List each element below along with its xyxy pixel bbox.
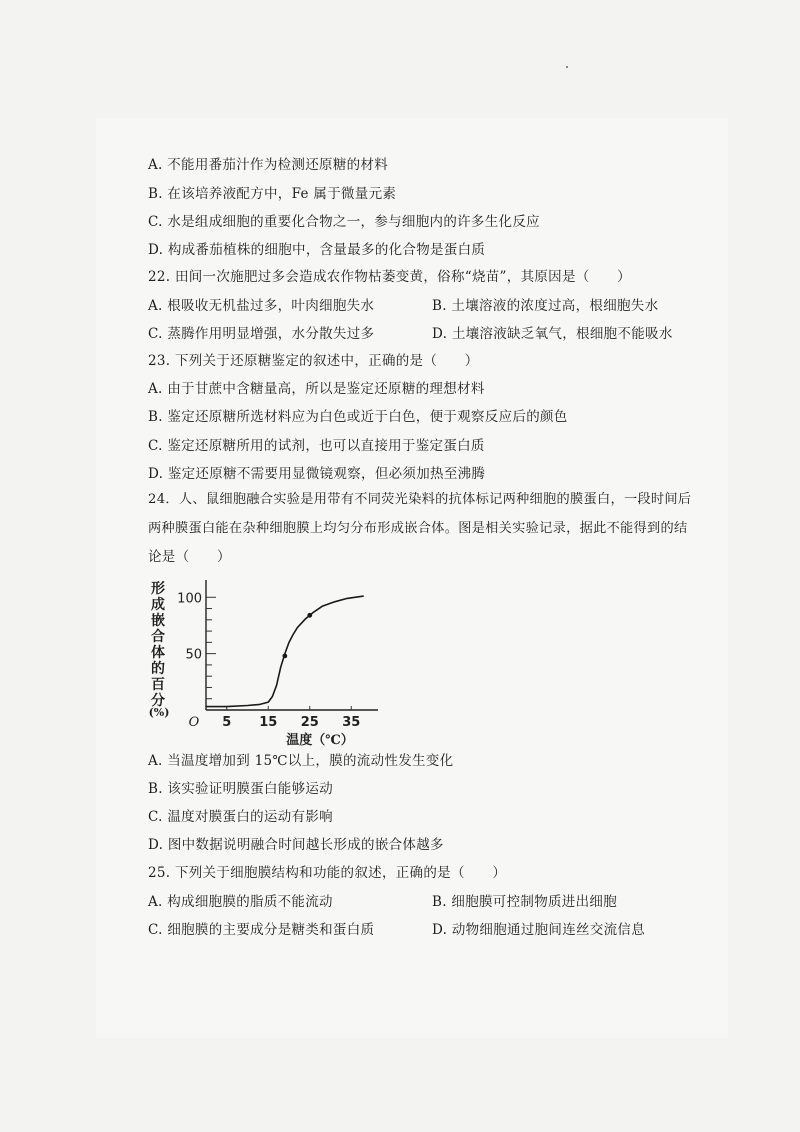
q21-option-a: A. 不能用番茄汁作为检测还原糖的材料: [148, 157, 389, 173]
q24-stem-line-2: 两种膜蛋白能在杂种细胞膜上均匀分布形成嵌合体。图是相关实验记录，据此不能得到的结: [148, 521, 688, 536]
y-tick-label: 50: [185, 647, 202, 663]
x-axis-label: 温度（℃）: [286, 733, 354, 748]
q25-option-a: A. 构成细胞膜的脂质不能流动: [148, 894, 333, 910]
q21-option-d: D. 构成番茄植株的细胞中，含量最多的化合物是蛋白质: [148, 242, 486, 258]
q24-option-a: A. 当温度增加到 15℃以上，膜的流动性发生变化: [148, 753, 454, 769]
q25-option-c: C. 细胞膜的主要成分是糖类和蛋白质: [148, 922, 375, 938]
q25-stem: 25. 下列关于细胞膜结构和功能的叙述，正确的是（ ）: [148, 865, 507, 881]
q23-option-a: A. 由于甘蔗中含糖量高，所以是鉴定还原糖的理想材料: [148, 381, 485, 397]
q24-option-d: D. 图中数据说明融合时间越长形成的嵌合体越多: [148, 837, 444, 853]
q22-option-a: A. 根吸收无机盐过多，叶肉细胞失水: [148, 298, 375, 314]
ylabel-char: 合: [151, 629, 165, 645]
ylabel-char: 百: [151, 677, 165, 693]
y-tick-label: 100: [177, 591, 202, 607]
q22-option-d: D. 土壤溶液缺乏氧气，根细胞不能吸水: [432, 326, 673, 342]
q23-stem: 23. 下列关于还原糖鉴定的叙述中，正确的是（ ）: [148, 353, 479, 369]
ylabel-char: 形: [151, 581, 165, 597]
q23-option-b: B. 鉴定还原糖所选材料应为白色或近于白色，便于观察反应后的颜色: [148, 409, 568, 425]
ylabel-char: 的: [151, 661, 165, 677]
origin-label: O: [188, 715, 200, 730]
q22-stem: 22. 田间一次施肥过多会造成农作物枯萎变黄，俗称“烧苗”，其原因是（ ）: [148, 269, 631, 285]
x-tick-label: 15: [259, 715, 278, 730]
q24-option-c: C. 温度对膜蛋白的运动有影响: [148, 809, 333, 825]
q25-option-b: B. 细胞膜可控制物质进出细胞: [432, 894, 618, 910]
ylabel-unit: (%): [148, 706, 170, 719]
x-tick-label: 35: [342, 715, 361, 730]
ylabel-char: 成: [151, 597, 165, 613]
ylabel-char: 体: [151, 645, 165, 661]
q24-stem-line-3: 论是（ ）: [148, 549, 231, 565]
q22-option-c: C. 蒸腾作用明显增强，水分散失过多: [148, 326, 375, 342]
x-tick-label: 5: [222, 715, 232, 730]
q25-option-d: D. 动物细胞通过胞间连丝交流信息: [432, 922, 646, 938]
q23-option-c: C. 鉴定还原糖所用的试剂，也可以直接用于鉴定蛋白质: [148, 438, 485, 454]
q22-option-b: B. 土壤溶液的浓度过高，根细胞失水: [432, 298, 659, 314]
speck-mark: [566, 66, 568, 68]
q24-option-b: B. 该实验证明膜蛋白能够运动: [148, 781, 334, 797]
q21-option-b: B. 在该培养液配方中，Fe 属于微量元素: [148, 186, 397, 202]
q23-option-d: D. 鉴定还原糖不需要用显微镜观察，但必须加热至沸腾: [148, 466, 486, 482]
ylabel-char: 嵌: [151, 613, 165, 629]
ylabel-char: 分: [151, 693, 165, 709]
q21-option-c: C. 水是组成细胞的重要化合物之一，参与细胞内的许多生化反应: [148, 214, 540, 230]
q24-stem-line-1: 24．人、鼠细胞融合实验是用带有不同荧光染料的抗体标记两种细胞的膜蛋白，一段时间后: [148, 492, 692, 507]
x-tick-label: 25: [300, 715, 319, 730]
